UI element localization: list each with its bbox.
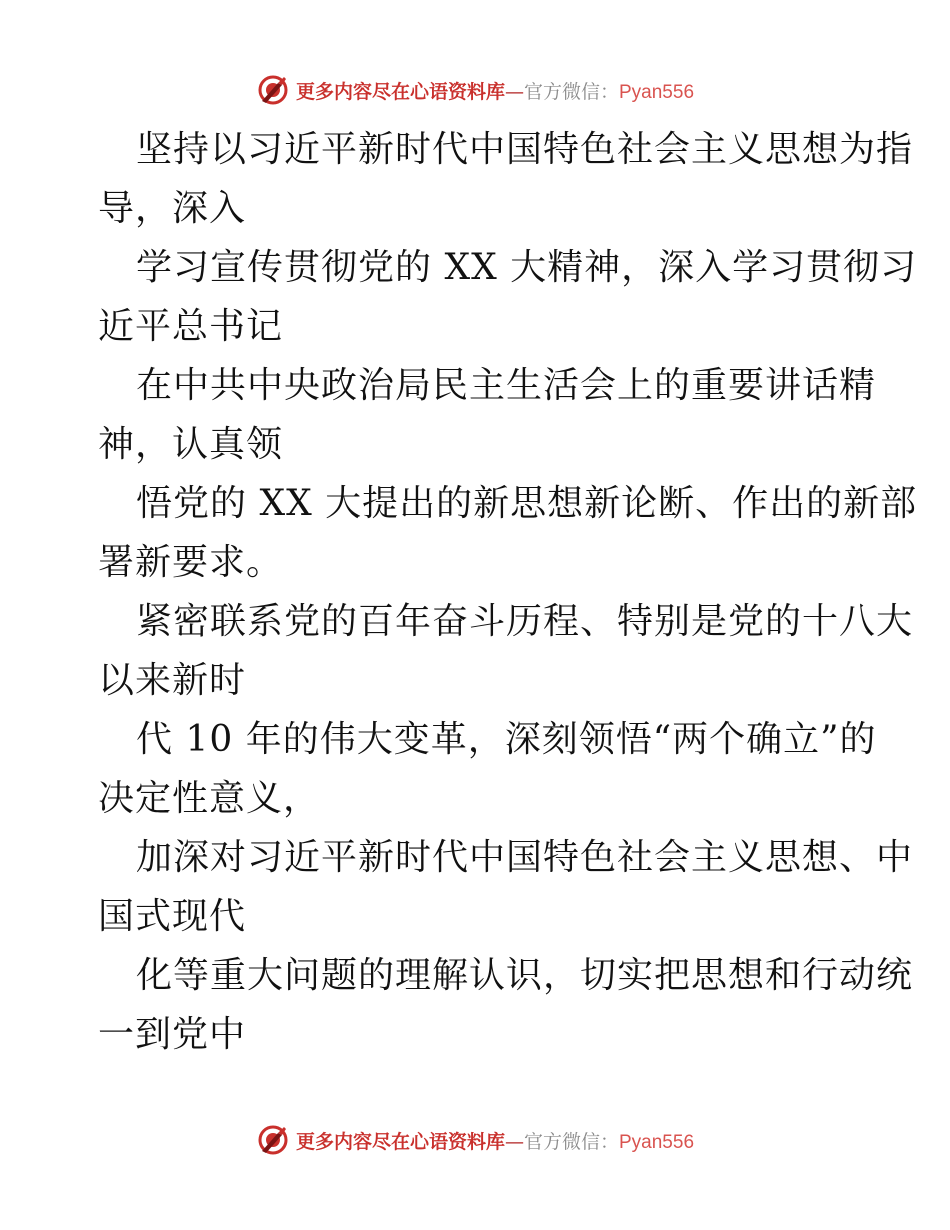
- watermark-part1: 更多内容尽在心语资料库: [295, 1130, 505, 1153]
- watermark-part2: 官方微信：: [523, 80, 619, 103]
- footer-watermark: [0, 1120, 950, 1160]
- body-line: 学习宣传贯彻党的 XX 大精神，深入学习贯彻习: [136, 247, 918, 288]
- watermark-part2: 官方微信：: [523, 1130, 619, 1153]
- watermark-wechat: Pyan556: [619, 81, 695, 103]
- body-line: 一到党中: [98, 1014, 247, 1055]
- body-line: 坚持以习近平新时代中国特色社会主义思想为指: [136, 129, 914, 170]
- body-line: 在中共中央政治局民主生活会上的重要讲话精: [136, 365, 877, 406]
- watermark-dash: —: [504, 80, 524, 103]
- pen-circle-logo-icon: [256, 73, 290, 107]
- body-line: 紧密联系党的百年奋斗历程、特别是党的十八大: [136, 601, 914, 642]
- body-line: 近平总书记: [98, 306, 284, 347]
- watermark-text: [296, 77, 694, 104]
- document-body: [98, 120, 918, 1064]
- body-line: 署新要求。: [98, 542, 284, 583]
- header-watermark: [0, 70, 950, 110]
- watermark-part1: 更多内容尽在心语资料库: [295, 80, 505, 103]
- watermark-text: [296, 1127, 694, 1154]
- watermark-dash: —: [504, 1130, 524, 1153]
- body-line: 化等重大问题的理解认识，切实把思想和行动统: [136, 955, 914, 996]
- pen-circle-logo-icon: [256, 1123, 290, 1157]
- body-line: 悟党的 XX 大提出的新思想新论断、作出的新部: [136, 483, 918, 524]
- body-line: 以来新时: [98, 660, 247, 701]
- body-line: 决定性意义，: [98, 778, 321, 819]
- body-line: 国式现代: [98, 896, 247, 937]
- body-line: 加深对习近平新时代中国特色社会主义思想、中: [136, 837, 914, 878]
- body-line: 神，认真领: [98, 424, 284, 465]
- body-line: 代 10 年的伟大变革，深刻领悟“两个确立”的: [136, 719, 877, 760]
- watermark-wechat: Pyan556: [619, 1131, 695, 1153]
- body-line: 导，深入: [98, 188, 247, 229]
